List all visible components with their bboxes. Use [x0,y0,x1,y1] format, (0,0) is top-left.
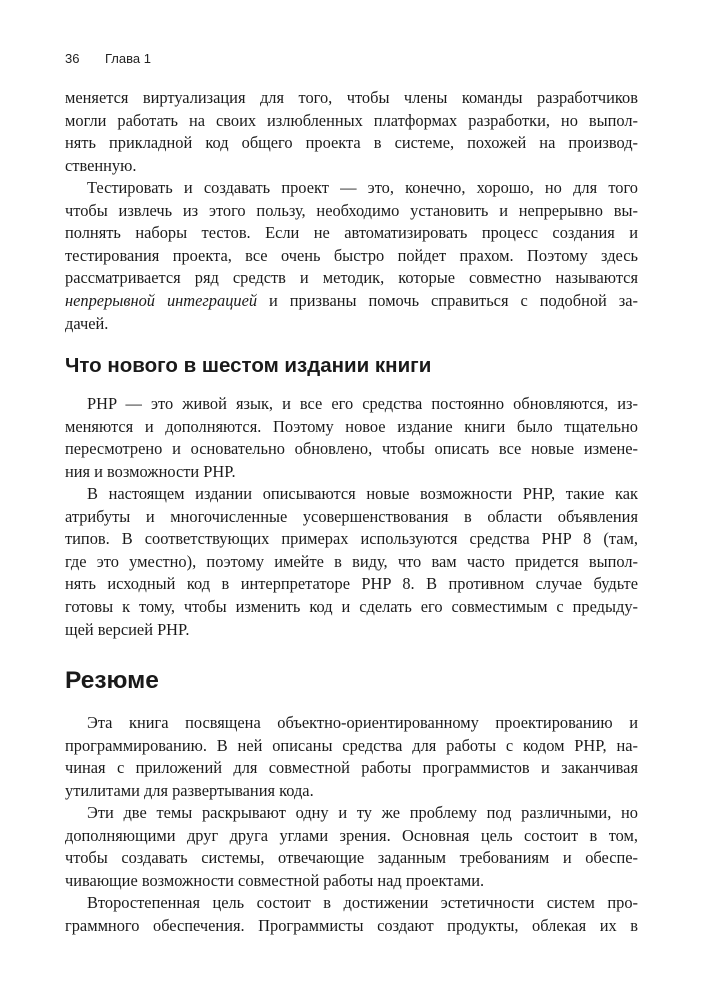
section-heading-whats-new: Что нового в шестом издании книги [65,354,432,377]
paragraph-two-topics [65,802,638,892]
text-line: программированию. В ней описаны средства для работы с кодом PHP, на- [65,735,638,755]
text-line: чтобы извлечь из этого пользу, необходимо установить и непрерывно вы- [65,200,638,220]
text-fragment: и призваны помочь справиться с подобной за- [257,290,638,310]
text-line: нять прикладной код общего проекта в системе, похожей на производ- [65,133,638,153]
text-line: дачей. [65,313,109,333]
paragraph-this-edition [65,483,638,641]
page-number: 36 [65,51,80,66]
text-line: чтобы создавать системы, отвечающие заданным требованиям и обеспе- [65,848,638,868]
paragraph-php-living-language [65,393,638,483]
chapter-label: Глава 1 [105,51,151,66]
paragraph-book-purpose [65,712,638,802]
text-line: В настоящем издании описываются новые возможности PHP, такие как [87,484,638,503]
text-line: нять исходный код в интерпретаторе PHP 8. В противном случае будьте [65,574,638,594]
text-line: чивающие возможности совместной работы над проектами. [65,870,485,890]
text-line: могли работать на своих излюбленных платформах разработки, но выпол- [65,110,638,130]
text-line: дополняющими друг друга углами зрения. Основная цель состоит в том, [65,825,638,845]
text-line: Второстепенная цель состоит в достижении эстетичности систем про- [87,893,638,912]
paragraph-secondary-goal [65,892,638,937]
running-head [65,51,151,66]
text-line: тестирования проекта, все очень быстро пойдет прахом. Поэтому здесь [65,245,638,265]
section-heading-summary: Резюме [65,667,159,694]
paragraph-testing [65,177,638,335]
text-line: где это уместно), поэтому имейте в виду, что вам часто придется выпол- [65,551,638,571]
text-line: атрибуты и многочисленные усовершенствования в области объявления [65,506,638,526]
text-line: чиная с приложений для совместной работы программистов и заканчивая [65,758,638,778]
text-line: ственную. [65,155,137,175]
text-line: PHP — это живой язык, и все его средства постоянно обновляются, из- [87,394,638,413]
text-line: полнять наборы тестов. Если не автоматизировать процесс создания и [65,223,638,243]
text-line: Эта книга посвящена объектно-ориентированному проектированию и [87,713,638,732]
text-line: утилитами для развертывания кода. [65,780,314,800]
text-line: типов. В соответствующих примерах используются средства PHP 8 (там, [65,529,638,549]
text-line [65,290,638,313]
text-line: готовы к тому, чтобы изменить код и сделать его совместимым с предыду- [65,596,638,616]
text-line: меняются и дополняются. Поэтому новое издание книги было тщательно [65,416,638,436]
paragraph-virtualization [65,87,638,177]
text-line: рассматривается ряд средств и методик, которые совместно называются [65,268,638,288]
text-line: щей версией PHP. [65,619,190,639]
text-line: меняется виртуализация для того, чтобы члены команды разработчиков [65,88,638,107]
text-line: пересмотрено и основательно обновлено, чтобы описать все новые измене- [65,439,638,459]
text-line: Тестировать и создавать проект — это, конечно, хорошо, но для того [87,178,638,197]
text-line: ния и возможности PHP. [65,461,236,481]
text-line: граммного обеспечения. Программисты создают продукты, облекая их в [65,915,638,935]
text-line: Эти две темы раскрывают одну и ту же проблему под различными, но [87,803,638,822]
italic-term: непрерывной интеграцией [65,290,258,310]
